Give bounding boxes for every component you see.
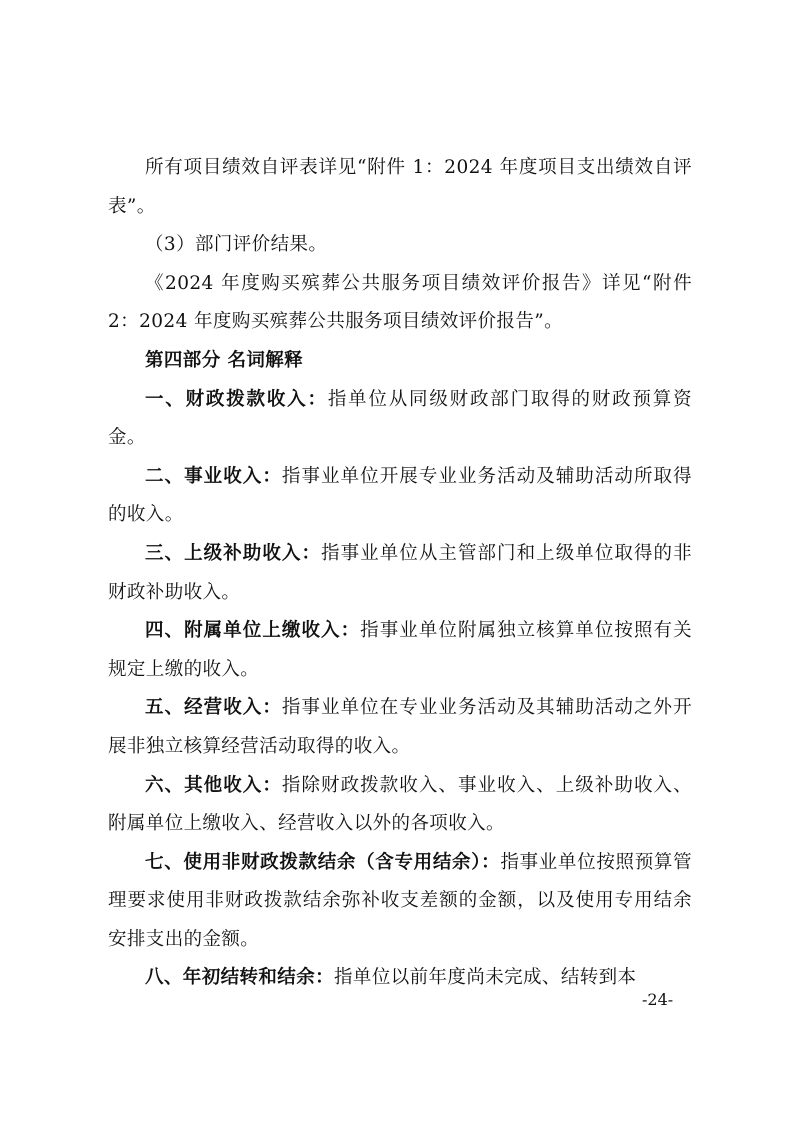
definition-term: 五、经营收入： [145,697,282,719]
definition-text: 指事业单位按照预算管理要求使用非财政拨款结余弥补收支差额的金额，以及使用专用结余安排支出的金额。 [108,851,692,950]
definition-item [108,689,692,766]
definition-text: 指事业单位开展专业业务活动及辅助活动所取得的收入。 [108,465,692,526]
definition-item [108,381,692,458]
definition-term: 三、上级补助收入： [145,542,322,564]
paragraph-evaluation-report: 《2024 年度购买殡葬公共服务项目绩效评价报告》详见“附件 2：2024 年度购买殡葬公共服务项目绩效评价报告”。 [108,272,692,333]
definition-text: 指除财政拨款收入、事业收入、上级补助收入、附属单位上缴收入、经营收入以外的各项收入。 [108,774,692,835]
definition-term: 八、年初结转和结余： [145,967,335,989]
definition-term: 四、附属单位上缴收入： [145,620,361,642]
definition-text: 指事业单位在专业业务活动及其辅助活动之外开展非独立核算经营活动取得的收入。 [108,697,692,757]
definition-text: 指单位以前年度尚未完成、结转到本 [334,967,637,989]
definition-term: 二、事业收入： [145,465,282,487]
definition-item [108,535,692,612]
definition-term: 一、财政拨款收入： [145,388,328,410]
definition-term: 六、其他收入： [145,774,282,796]
definition-item [108,767,692,844]
section-heading: 第四部分 名词解释 [145,349,304,371]
definition-item [108,844,692,960]
paragraph-department-evaluation-result: （3）部门评价结果。 [145,234,328,256]
document-body [108,149,692,998]
definition-text: 指事业单位附属独立核算单位按照有关规定上缴的收入。 [108,620,692,680]
definition-text: 指事业单位从主管部门和上级单位取得的非财政补助收入。 [108,542,692,603]
definition-item [108,458,692,535]
definition-item [108,612,692,689]
definition-item [108,959,692,998]
definition-term: 七、使用非财政拨款结余（含专用结余）： [145,851,501,873]
paragraph-performance-self-evaluation: 所有项目绩效自评表详见“附件 1：2024 年度项目支出绩效自评表”。 [108,157,692,217]
page-number: -24- [642,990,674,1009]
definition-text: 指单位从同级财政部门取得的财政预算资金。 [108,388,693,449]
